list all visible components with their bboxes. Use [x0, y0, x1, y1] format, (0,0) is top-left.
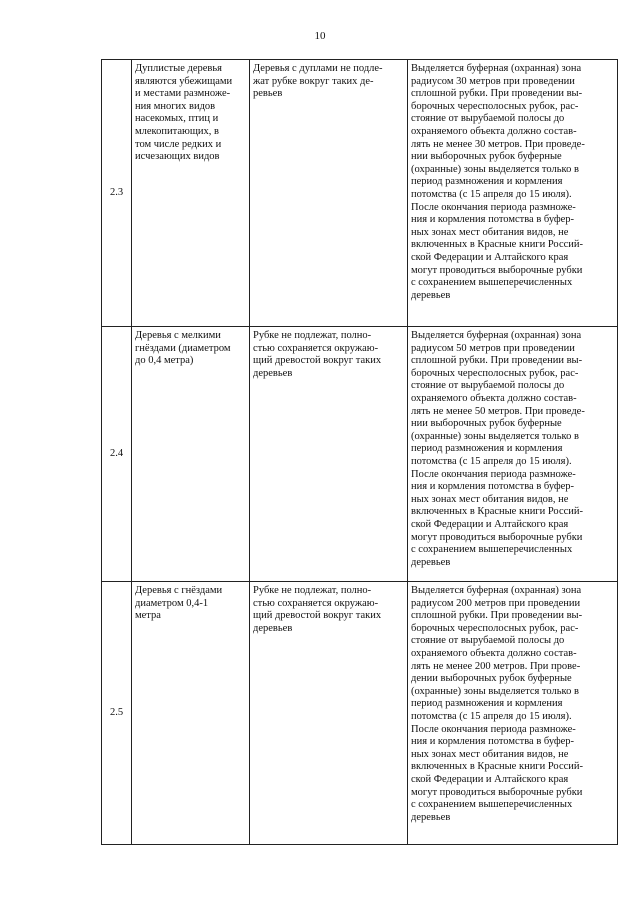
- row-number: 2.5: [102, 582, 132, 845]
- table-row: [102, 60, 618, 327]
- object-description: Дуплистые деревья являются убежищами и местами размноже- ния многих видов насекомых, птиц и млекопитающих, в том числе редких и исчезающих видов: [135, 63, 233, 163]
- object-description: Деревья с гнёздами диаметром 0,4-1 метра: [135, 585, 223, 622]
- buffer-zone-measure: Выделяется буферная (охранная) зона радиусом 200 метров при проведении сплошной рубки. При проведении вы- борочных чересполосных рубок, рас- стояние от вырубаемой полосы до охраняемого объекта должно состав- лять не менее 200 метров. При прове- дении выборочных рубок буферные (охранные) зоны выделяется только в период размножения и кормления потомства (с 15 апреля до 15 июля). После окончания периода размноже- ния и кормления потомства в буфер- ных зонах мест обитания видов, не включенных в Красные книги Россий- ской Федерации и Алтайского края могут проводиться выборочные рубки с сохранением вышеперечисленных деревьев: [411, 585, 584, 823]
- row-number: 2.3: [102, 60, 132, 327]
- rules-table: [101, 59, 618, 845]
- buffer-zone-measure: Выделяется буферная (охранная) зона радиусом 50 метров при проведении сплошной рубки. При проведении вы- борочных чересполосных рубок, рас- стояние от вырубаемой полосы до охраняемого объекта должно состав- лять не менее 50 метров. При проведе- нии выборочных рубок буферные (охранные) зоны выделяется только в период размножения и кормления потомства (с 15 апреля до 15 июля). После окончания периода размноже- ния и кормления потомства в буфер- ных зонах мест обитания видов, не включенных в Красные книги Россий- ской Федерации и Алтайского края могут проводиться выборочные рубки с сохранением вышеперечисленных деревьев: [411, 330, 585, 568]
- table-row: [102, 327, 618, 582]
- cutting-rule: Деревья с дуплами не подле- жат рубке вокруг таких де- ревьев: [253, 63, 383, 100]
- object-description: Деревья с мелкими гнёздами (диаметром до 0,4 метра): [135, 330, 231, 367]
- cutting-rule: Рубке не подлежат, полно- стью сохраняется окружаю- щий древостой вокруг таких деревьев: [253, 330, 382, 379]
- page-number: 10: [314, 30, 326, 42]
- cutting-rule: Рубке не подлежат, полно- стью сохраняется окружаю- щий древостой вокруг таких деревьев: [253, 585, 382, 634]
- table-row: [102, 582, 618, 845]
- buffer-zone-measure: Выделяется буферная (охранная) зона радиусом 30 метров при проведении сплошной рубки. При проведении вы- борочных чересполосных рубок, рас- стояние от вырубаемой полосы до охраняемого объекта должно состав- лять не менее 30 метров. При проведе- нии выборочных рубок буферные (охранные) зоны выделяется только в период размножения и кормления потомства (с 15 апреля до 15 июля). После окончания периода размноже- ния и кормления потомства в буфер- ных зонах мест обитания видов, не включенных в Красные книги Россий- ской Федерации и Алтайского края могут проводиться выборочные рубки с сохранением вышеперечисленных деревьев: [411, 63, 585, 301]
- row-number: 2.4: [102, 327, 132, 582]
